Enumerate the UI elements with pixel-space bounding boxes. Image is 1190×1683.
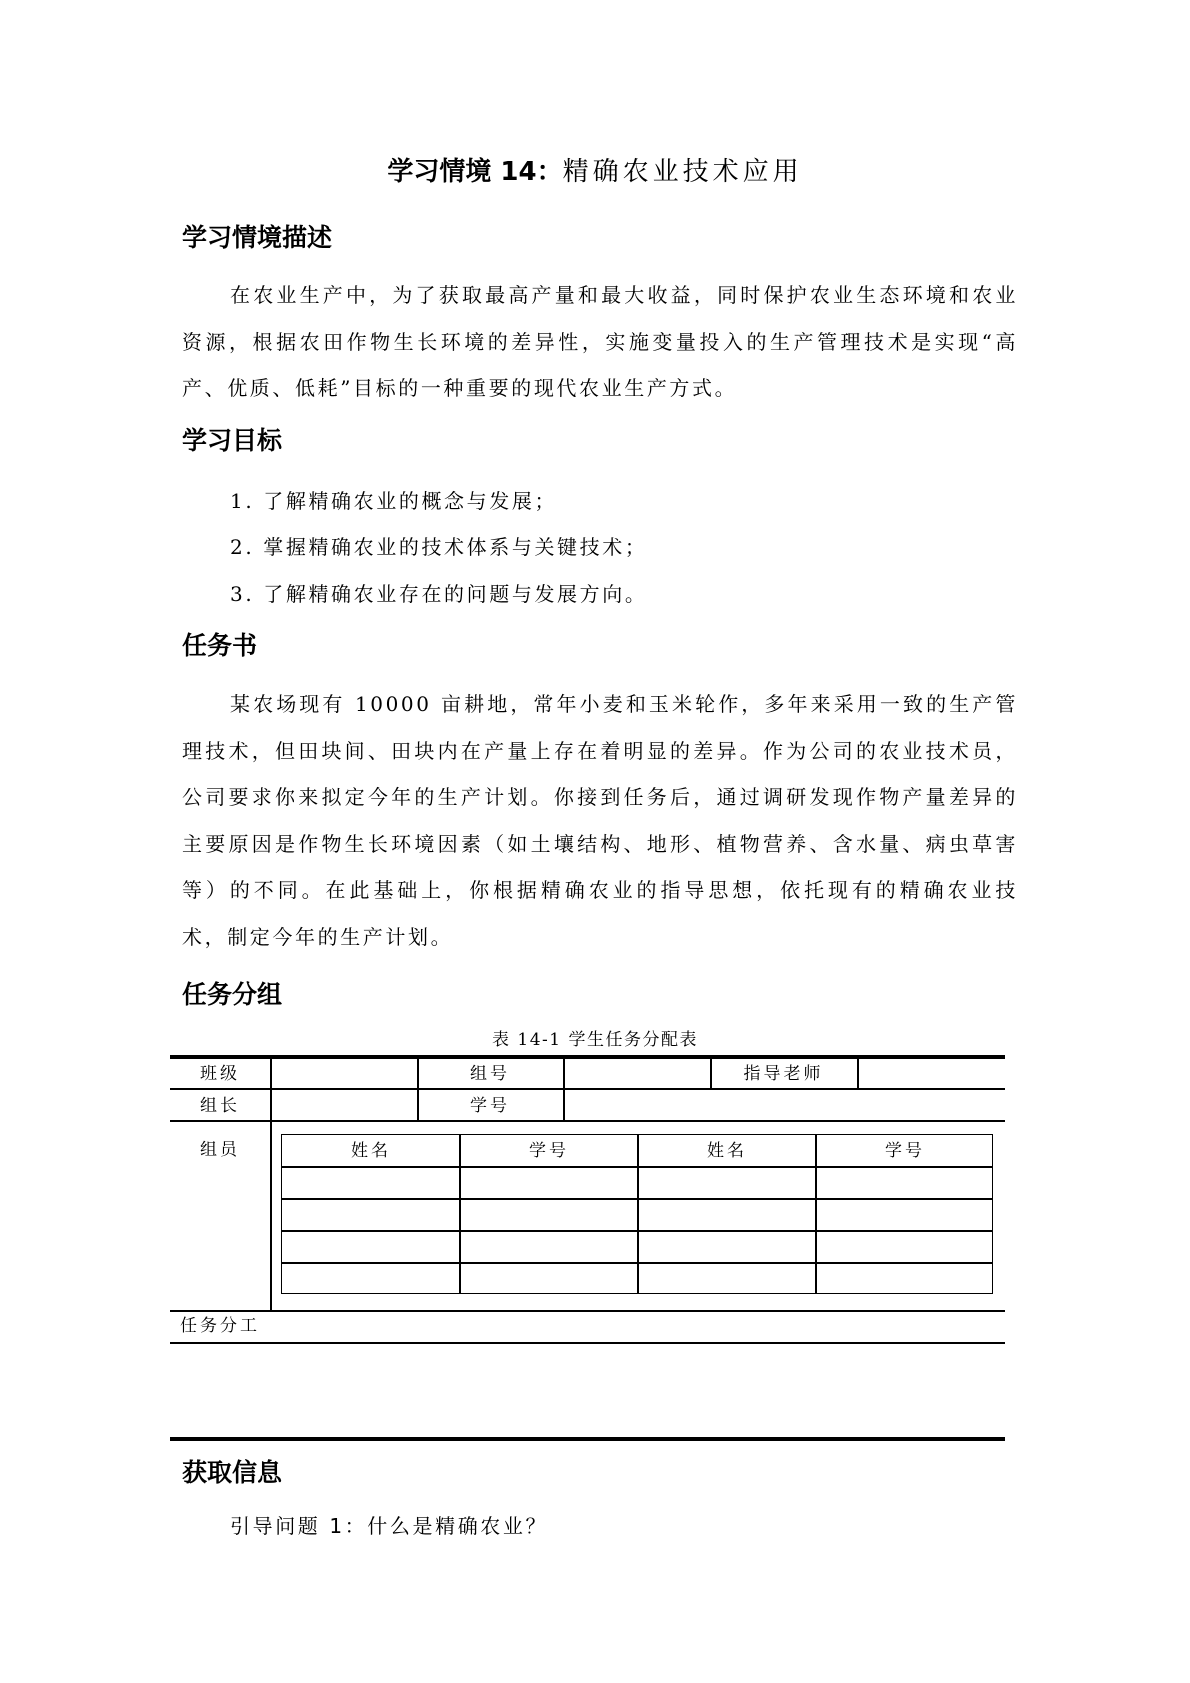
title-prefix: 学习情境 14： [387, 157, 563, 187]
description-paragraph: 在农业生产中，为了获取最高产量和最大收益，同时保护农业生态环境和农业资源，根据农田作物生长环境的差异性，实施变量投入的生产管理技术是实现“高产、优质、低耗”目标的一种重要的现代农业生产方式。 [182, 283, 1018, 400]
table-rule [170, 1310, 1005, 1312]
guide-question-text: 什么是精确农业？ [367, 1514, 549, 1538]
members-row-rule [282, 1262, 992, 1264]
group-no-label: 组号 [470, 1064, 510, 1084]
goal-item: 2. 掌握精确农业的技术体系与关键技术； [230, 535, 648, 559]
title-main: 精确农业技术应用 [562, 157, 803, 187]
members-table [281, 1134, 993, 1294]
goals-heading: 学习目标 [182, 426, 283, 455]
info-heading: 获取信息 [182, 1458, 283, 1487]
guide-question-label: 引导问题 1： [230, 1514, 368, 1538]
leader-id-field[interactable] [565, 1090, 1004, 1119]
goal-item: 1. 了解精确农业的概念与发展； [230, 489, 558, 513]
table-top-rule [170, 1055, 1005, 1059]
table-caption: 表 14-1 学生任务分配表 [492, 1030, 698, 1050]
division-label: 任务分工 [180, 1316, 260, 1336]
members-row-rule [282, 1198, 992, 1200]
members-row-rule [282, 1230, 992, 1232]
members-label: 组员 [200, 1140, 240, 1160]
guide-question [230, 1508, 548, 1544]
class-label: 班级 [200, 1064, 240, 1084]
advisor-field[interactable] [859, 1060, 1004, 1087]
members-row-rule [282, 1166, 992, 1168]
advisor-label: 指导老师 [743, 1064, 824, 1084]
grouping-heading: 任务分组 [182, 980, 283, 1009]
member-header-name: 姓名 [707, 1141, 747, 1161]
member-header-id: 学号 [529, 1141, 569, 1161]
division-field[interactable] [272, 1344, 1004, 1434]
leader-id-label: 学号 [470, 1096, 510, 1116]
description-heading: 学习情境描述 [182, 223, 333, 252]
section-divider [170, 1437, 1005, 1441]
group-no-field[interactable] [565, 1060, 709, 1087]
member-header-name: 姓名 [351, 1141, 391, 1161]
task-paragraph: 某农场现有 10000 亩耕地，常年小麦和玉米轮作，多年来采用一致的生产管理技术，但田块间、田块内在产量上存在着明显的差异。作为公司的农业技术员，公司要求你来拟定今年的生产计划。你接到任务后，通过调研发现作物产量差异的主要原因是作物生长环境因素（如土壤结构、地形、植物营养、含水量、病虫草害等）的不同。在此基础上，你根据精确农业的指导思想，依托现有的精确农业技术，制定今年的生产计划。 [182, 692, 1018, 949]
table-rule [170, 1120, 1005, 1122]
leader-field[interactable] [272, 1090, 416, 1119]
leader-label: 组长 [200, 1096, 240, 1116]
member-header-id: 学号 [885, 1141, 925, 1161]
class-field[interactable] [272, 1060, 416, 1087]
task-heading: 任务书 [182, 631, 258, 660]
goal-item: 3. 了解精确农业存在的问题与发展方向。 [230, 582, 648, 606]
page-title [0, 152, 1190, 192]
